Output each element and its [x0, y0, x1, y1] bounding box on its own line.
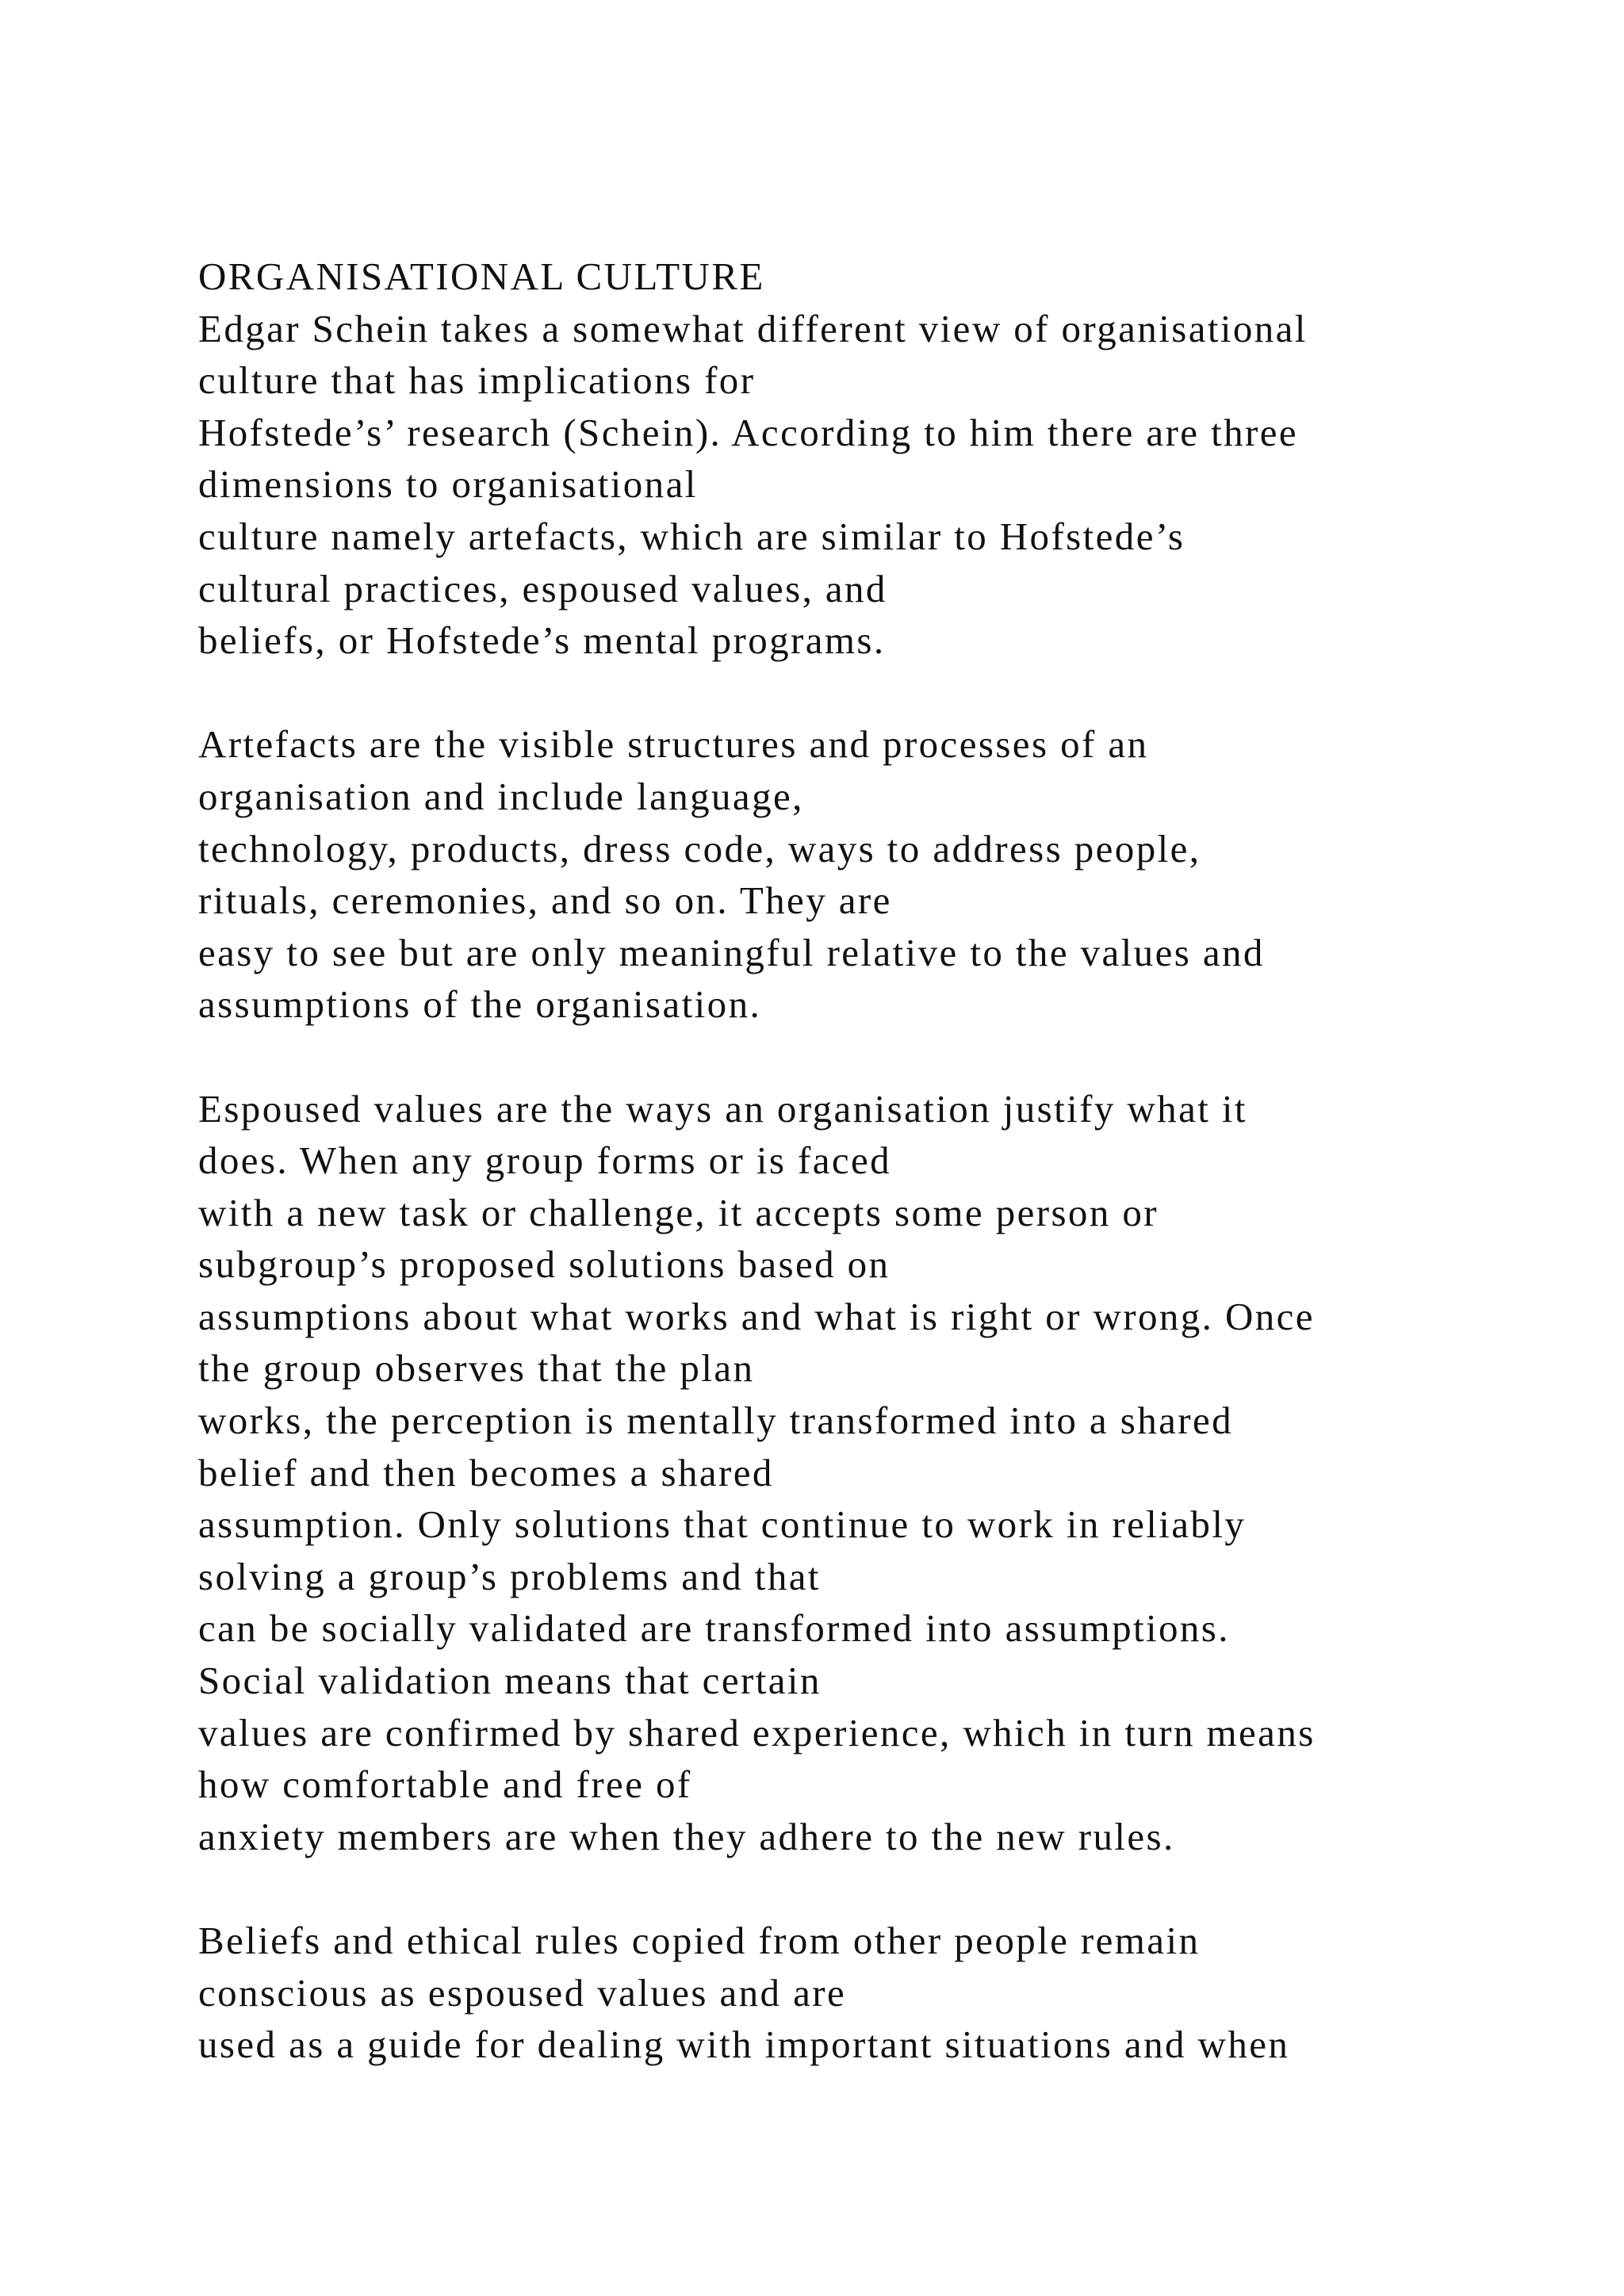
paragraph-3-line-6: the group observes that the plan: [198, 1346, 755, 1391]
paragraph-1-line-6: cultural practices, espoused values, and: [198, 566, 887, 610]
document-title: ORGANISATIONAL CULTURE: [198, 254, 765, 298]
paragraph-1-line-2: culture that has implications for: [198, 358, 756, 403]
paragraph-4-line-2: conscious as espoused values and are: [198, 1970, 847, 2015]
paragraph-2-line-2: organisation and include language,: [198, 774, 804, 818]
paragraph-2-line-6: assumptions of the organisation.: [198, 982, 762, 1027]
paragraph-2-line-5: easy to see but are only meaningful relative to the values and: [198, 930, 1265, 974]
paragraph-3-line-2: does. When any group forms or is faced: [198, 1138, 892, 1183]
paragraph-2-line-4: rituals, ceremonies, and so on. They are: [198, 878, 892, 923]
paragraph-3-line-12: Social validation means that certain: [198, 1659, 822, 1703]
paragraph-3-line-15: anxiety members are when they adhere to the new rules.: [198, 1814, 1175, 1858]
paragraph-1-line-7: beliefs, or Hofstede’s mental programs.: [198, 618, 886, 663]
paragraph-1-line-1: Edgar Schein takes a somewhat different view of organisational: [198, 306, 1308, 350]
paragraph-4-line-3: used as a guide for dealing with important situations and when: [198, 2022, 1290, 2067]
paragraph-3-line-10: solving a group’s problems and that: [198, 1554, 821, 1598]
paragraph-3-line-14: how comfortable and free of: [198, 1762, 692, 1807]
paragraph-3-line-1: Espoused values are the ways an organisation justify what it: [198, 1086, 1247, 1131]
paragraph-3-line-4: subgroup’s proposed solutions based on: [198, 1242, 891, 1287]
paragraph-1-line-4: dimensions to organisational: [198, 462, 698, 507]
paragraph-3-line-11: can be socially validated are transformed into assumptions.: [198, 1606, 1230, 1651]
paragraph-2-line-1: Artefacts are the visible structures and processes of an: [198, 722, 1149, 767]
paragraph-3-line-3: with a new task or challenge, it accepts some person or: [198, 1190, 1159, 1234]
paragraph-1-line-5: culture namely artefacts, which are similar to Hofstede’s: [198, 514, 1185, 558]
paragraph-3-line-13: values are confirmed by shared experience, which in turn means: [198, 1710, 1316, 1755]
paragraph-3-line-7: works, the perception is mentally transformed into a shared: [198, 1399, 1234, 1443]
document-body: [198, 251, 1594, 2071]
paragraph-1-line-3: Hofstede’s’ research (Schein). According to him there are three: [198, 410, 1299, 454]
paragraph-3-line-9: assumption. Only solutions that continue to work in reliably: [198, 1502, 1247, 1547]
paragraph-2-line-3: technology, products, dress code, ways to address people,: [198, 826, 1201, 871]
paragraph-spacer: [198, 1031, 1594, 1083]
paragraph-spacer: [198, 1862, 1594, 1915]
paragraph-3-line-8: belief and then becomes a shared: [198, 1450, 774, 1494]
paragraph-4-line-1: Beliefs and ethical rules copied from other people remain: [198, 1919, 1201, 1962]
paragraph-3-line-5: assumptions about what works and what is right or wrong. Once: [198, 1294, 1315, 1338]
paragraph-spacer: [198, 667, 1594, 719]
